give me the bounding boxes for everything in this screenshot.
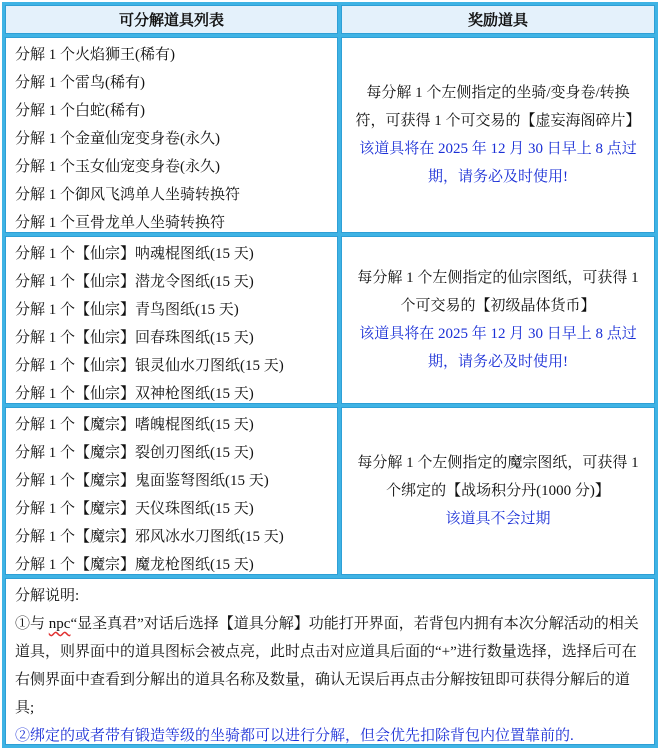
reward-expiry-note: 该道具不会过期 [445, 511, 551, 527]
reward-text: 每分解 1 个左侧指定的仙宗图纸，可获得 1 个可交易的【初级晶体货币】 [357, 270, 639, 314]
reward-text: 每分解 1 个左侧指定的魔宗图纸，可获得 1 个绑定的【战场积分丹(1000 分)】 [357, 455, 639, 499]
list-item: 分解 1 个金童仙宠变身卷(永久) [15, 131, 220, 147]
notes-paragraph-1 [15, 610, 644, 722]
list-item: 分解 1 个【魔宗】鬼面鉴弩图纸(15 天) [15, 473, 269, 489]
list-item: 分解 1 个【仙宗】银灵仙水刀图纸(15 天) [15, 358, 284, 374]
list-item: 分解 1 个玉女仙宠变身卷(永久) [15, 159, 220, 175]
group-1-reward [341, 37, 655, 233]
group-2-reward [341, 236, 655, 404]
list-item: 分解 1 个【仙宗】青鸟图纸(15 天) [15, 302, 239, 318]
list-item: 分解 1 个【仙宗】双神枪图纸(15 天) [15, 386, 254, 402]
list-item: 分解 1 个【魔宗】天仪珠图纸(15 天) [15, 501, 254, 517]
decompose-notes [5, 578, 655, 745]
notes-title: 分解说明: [15, 588, 80, 604]
list-item: 分解 1 个【魔宗】裂创刃图纸(15 天) [15, 445, 254, 461]
notes-npc-word: npc [48, 616, 71, 632]
list-item: 分解 1 个【仙宗】呐魂棍图纸(15 天) [15, 246, 254, 262]
group-3-reward [341, 407, 655, 575]
notes-p1-prefix: ①与 [15, 616, 49, 632]
list-item: 分解 1 个【魔宗】邪风冰水刀图纸(15 天) [15, 529, 284, 545]
header-reward: 奖励道具 [341, 5, 655, 34]
list-item: 分解 1 个【仙宗】回春珠图纸(15 天) [15, 330, 254, 346]
list-item: 分解 1 个雷鸟(稀有) [15, 75, 145, 91]
list-item: 分解 1 个亘骨龙单人坐骑转换符 [15, 215, 226, 231]
list-item: 分解 1 个御风飞鸿单人坐骑转换符 [15, 187, 241, 203]
decompose-table [2, 2, 658, 748]
list-item: 分解 1 个火焰狮王(稀有) [15, 47, 175, 63]
list-item: 分解 1 个【魔宗】嗜魄棍图纸(15 天) [15, 417, 254, 433]
group-3-item-list [5, 407, 338, 575]
list-item: 分解 1 个【魔宗】魔龙枪图纸(15 天) [15, 557, 254, 573]
group-1-item-list [5, 37, 338, 233]
reward-expiry-note: 该道具将在 2025 年 12 月 30 日早上 8 点过期，请务必及时使用! [359, 326, 637, 370]
reward-text: 每分解 1 个左侧指定的坐骑/变身卷/转换符，可获得 1 个可交易的【虚妄海阁碎片】 [355, 85, 641, 129]
group-2-item-list [5, 236, 338, 404]
list-item: 分解 1 个白蛇(稀有) [15, 103, 145, 119]
notes-p1-rest: “显圣真君”对话后选择【道具分解】功能打开界面，若背包内拥有本次分解活动的相关道具，则界面中的道具图标会被点亮，此时点击对应道具后面的“+”进行数量选择，选择后可在右侧界面中查看到分解出的道具名称及数量，确认无误后再点击分解按钮即可获得分解后的道具; [15, 616, 639, 716]
header-item-list: 可分解道具列表 [5, 5, 338, 34]
notes-paragraph-2: ②绑定的或者带有锻造等级的坐骑都可以进行分解，但会优先扣除背包内位置靠前的. [15, 728, 574, 744]
list-item: 分解 1 个【仙宗】潜龙令图纸(15 天) [15, 274, 254, 290]
reward-expiry-note: 该道具将在 2025 年 12 月 30 日早上 8 点过期，请务必及时使用! [359, 141, 637, 185]
